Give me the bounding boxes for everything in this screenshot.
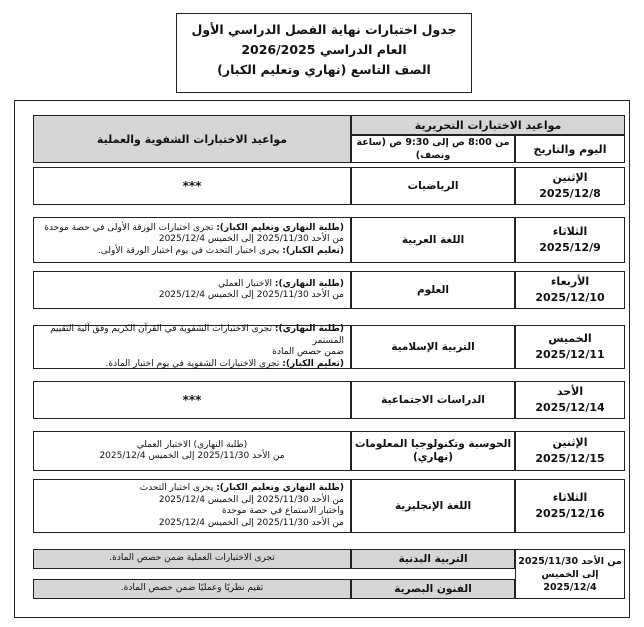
row-oral-info: *** xyxy=(33,167,351,205)
subject-note: (نهاري) xyxy=(412,451,454,463)
row-day: الإثنين xyxy=(552,436,588,449)
oral-line: من الأحد 2025/11/30 إلى الخميس 2025/12/4 xyxy=(99,451,285,461)
row-date: 2025/12/10 xyxy=(535,291,605,304)
oral-line: (طلبة النهاري وتعليم الكبار): يجرى اختبار التحدث xyxy=(139,483,344,493)
row-oral-info xyxy=(33,479,351,533)
footer-date-line: من الأحد 2025/11/30 xyxy=(518,555,622,567)
row-date: 2025/12/15 xyxy=(535,452,605,465)
row-day: الخميس xyxy=(548,332,592,345)
footer-date-line: إلى الخميس 2025/12/4 xyxy=(541,568,599,593)
row-day: الثلاثاء xyxy=(552,225,588,238)
oral-line: (طلبة النهاري) الاختبار العملي xyxy=(136,439,248,450)
row-day-cell xyxy=(515,381,625,419)
row-day: الإثنين xyxy=(552,171,588,184)
row-subject xyxy=(351,479,515,533)
row-date: 2025/12/8 xyxy=(539,187,601,200)
row-day-cell xyxy=(515,479,625,533)
row-subject xyxy=(351,325,515,369)
time-header: من 8:00 ص إلى 9:30 ص (ساعة ونصف) xyxy=(351,135,515,163)
oral-line: (طلبة النهاري): تجرى الاختبارات الشفوية في القرآن الكريم وفق آلية التقييم المستمر xyxy=(50,324,344,346)
oral-line: من الأحد 2025/11/30 إلى الخميس 2025/12/4 xyxy=(158,290,344,300)
row-day-cell xyxy=(515,325,625,369)
subject-name: الرياضيات xyxy=(407,179,459,192)
subject-name: الحوسبة وتكنولوجيا المعلومات xyxy=(354,438,512,450)
art-note: تقيم نظريًا وعمليًا ضمن حصص المادة. xyxy=(33,579,351,599)
row-subject xyxy=(351,271,515,309)
oral-line: (طلبة النهاري وتعليم الكبار): تجرى اختبارات الورقة الأولى في حصة موحدة xyxy=(44,222,344,233)
oral-exams-header: مواعيد الاختبارات الشفوية والعملية xyxy=(33,115,351,163)
title-line-2: العام الدراسي 2026/2025 xyxy=(241,42,407,57)
written-exams-header: مواعيد الاختبارات التحريرية xyxy=(351,115,625,135)
title-line-1: جدول اختبارات نهاية الفصل الدراسي الأول xyxy=(191,22,457,37)
subject-name: العلوم xyxy=(416,283,450,296)
row-oral-info xyxy=(33,431,351,471)
oral-line: ضمن حصص المادة xyxy=(272,347,344,357)
row-subject xyxy=(351,167,515,205)
subject-name: التربية الإسلامية xyxy=(391,340,475,353)
row-day-cell xyxy=(515,217,625,263)
subject-name: اللغة العربية xyxy=(401,233,465,246)
row-day: الثلاثاء xyxy=(552,491,588,504)
row-oral-info xyxy=(33,325,351,369)
row-subject xyxy=(351,217,515,263)
row-date: 2025/12/14 xyxy=(535,401,605,414)
day-date-header: اليوم والتاريخ xyxy=(515,135,625,163)
row-oral-info xyxy=(33,271,351,309)
row-day-cell xyxy=(515,431,625,471)
row-subject xyxy=(351,381,515,419)
oral-line: من الأحد 2025/11/30 إلى الخميس 2025/12/4 xyxy=(158,517,344,528)
oral-line: (تعليم الكبار): يجرى اختبار التحدث في يوم اختبار الورقة الأولى. xyxy=(97,245,344,256)
row-subject xyxy=(351,431,515,471)
schedule-table xyxy=(14,100,630,618)
row-date: 2025/12/11 xyxy=(535,348,605,361)
art-subject: الفنون البصرية xyxy=(351,579,515,599)
title-line-3: الصف التاسع (نهاري وتعليم الكبار) xyxy=(217,62,431,77)
row-day-cell xyxy=(515,167,625,205)
subject-name: اللغة الإنجليزية xyxy=(394,499,472,512)
subject-name: الدراسات الاجتماعية xyxy=(381,393,485,406)
row-day-cell xyxy=(515,271,625,309)
row-oral-info xyxy=(33,217,351,263)
pe-subject: التربية البدنية xyxy=(351,549,515,569)
oral-line: واختبار الاستماع في حصة موحدة xyxy=(221,506,344,516)
title-box xyxy=(176,13,472,93)
row-date: 2025/12/9 xyxy=(539,241,601,254)
row-date: 2025/12/16 xyxy=(535,507,605,520)
footer-date-range xyxy=(515,549,625,599)
oral-line: من الأحد 2025/11/30 إلى الخميس 2025/12/4 xyxy=(158,494,344,505)
row-day: الأربعاء xyxy=(550,275,590,288)
row-day: الأحد xyxy=(556,385,584,398)
row-oral-info: *** xyxy=(33,381,351,419)
oral-line: من الأحد 2025/11/30 إلى الخميس 2025/12/4 xyxy=(158,234,344,245)
pe-note: تجرى الاختبارات العملية ضمن حصص المادة. xyxy=(33,549,351,569)
oral-line: (تعليم الكبار): تجرى الاختبارات الشفوية في يوم اختبار المادة. xyxy=(105,358,344,369)
oral-line: (طلبة النهاري): الاختبار العملي xyxy=(218,278,344,289)
